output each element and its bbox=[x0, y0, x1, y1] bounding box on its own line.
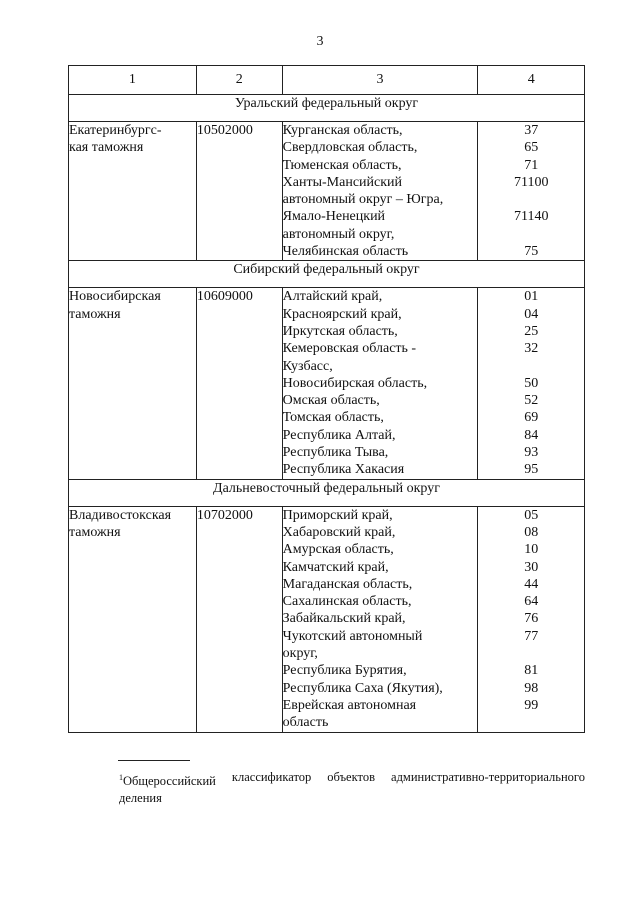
subjects-line: автономный округ, bbox=[282, 226, 395, 242]
subjects-line: Томская область, bbox=[282, 410, 384, 426]
subjects-line: Амурская область, bbox=[282, 542, 394, 558]
subjects-line: Республика Бурятия, bbox=[282, 663, 407, 679]
subjects-line: область bbox=[282, 715, 329, 731]
okato-line: 75 bbox=[524, 244, 539, 260]
district-row bbox=[69, 479, 585, 506]
customs-line: таможня bbox=[69, 524, 121, 540]
customs-line: Новосибирская bbox=[69, 289, 161, 305]
okato-codes bbox=[478, 506, 585, 732]
okato-line: 08 bbox=[524, 524, 539, 540]
customs-line: Екатеринбургс- bbox=[69, 123, 162, 138]
okato-line: 65 bbox=[524, 140, 539, 156]
okato-line: 64 bbox=[524, 594, 539, 610]
footnote bbox=[119, 769, 585, 807]
footnote-word: классификатор bbox=[231, 770, 312, 784]
okato-line: 93 bbox=[524, 445, 539, 461]
federal-subjects bbox=[282, 122, 478, 261]
customs-code: 10702000 bbox=[196, 506, 282, 732]
table-body bbox=[69, 95, 585, 733]
district-row bbox=[69, 95, 585, 122]
header-col-3: 3 bbox=[282, 66, 478, 95]
subjects-line: Свердловская область, bbox=[282, 140, 418, 156]
subjects-line: Ханты-Мансийский bbox=[282, 174, 403, 190]
okato-codes bbox=[478, 288, 585, 479]
header-col-1: 1 bbox=[69, 66, 197, 95]
okato-line: 98 bbox=[524, 680, 539, 696]
footnote-marker: 1 bbox=[119, 773, 123, 782]
okato-line: 44 bbox=[524, 576, 539, 592]
okato-line: 10 bbox=[524, 542, 539, 558]
subjects-line: автономный округ – Югра, bbox=[282, 192, 444, 208]
okato-line: 25 bbox=[524, 323, 539, 339]
subjects-line: Кузбасс, bbox=[282, 358, 333, 374]
footnote-word: объектов bbox=[327, 770, 375, 784]
customs-code: 10502000 bbox=[196, 122, 282, 261]
subjects-line: Приморский край, bbox=[282, 507, 393, 523]
subjects-line: Сахалинская область, bbox=[282, 594, 412, 610]
customs-office bbox=[69, 122, 197, 261]
customs-line: Владивостокская bbox=[69, 507, 172, 523]
okato-line: 76 bbox=[524, 611, 539, 627]
subjects-line: Омская область, bbox=[282, 393, 380, 409]
federal-subjects bbox=[282, 288, 478, 479]
okato-line: 71100 bbox=[513, 174, 549, 190]
okato-line: 71140 bbox=[513, 209, 549, 225]
customs-code: 10609000 bbox=[196, 288, 282, 479]
subjects-line: Республика Саха (Якутия), bbox=[282, 680, 443, 696]
header-row bbox=[69, 66, 585, 95]
okato-line bbox=[478, 358, 584, 375]
subjects-line: Республика Хакасия bbox=[282, 462, 405, 478]
subjects-line: Республика Алтай, bbox=[282, 427, 396, 443]
subjects-line: Ямало-Ненецкий bbox=[282, 209, 386, 225]
okato-line: 69 bbox=[524, 410, 539, 426]
okato-line bbox=[478, 714, 584, 731]
footnote-word: $^1$Общероссийский bbox=[119, 773, 216, 789]
customs-table bbox=[68, 65, 585, 733]
district-heading: Дальневосточный федеральный округ bbox=[69, 479, 585, 506]
okato-line: 05 bbox=[524, 507, 539, 523]
okato-line: 37 bbox=[524, 123, 539, 138]
subjects-line: Новосибирская область, bbox=[282, 375, 428, 391]
subjects-line: Хабаровский край, bbox=[282, 524, 396, 540]
okato-line bbox=[478, 645, 584, 662]
subjects-line: Камчатский край, bbox=[282, 559, 389, 575]
federal-subjects bbox=[282, 506, 478, 732]
customs-line: кая таможня bbox=[69, 140, 144, 156]
page-number: 3 bbox=[316, 34, 324, 49]
okato-line: 81 bbox=[524, 663, 539, 679]
customs-row bbox=[69, 122, 585, 261]
customs-line: таможня bbox=[69, 306, 121, 322]
okato-line: 77 bbox=[524, 628, 539, 644]
okato-line bbox=[478, 226, 584, 243]
okato-line: 50 bbox=[524, 375, 539, 391]
footnote-divider bbox=[118, 760, 190, 761]
district-row bbox=[69, 261, 585, 288]
subjects-line: Еврейская автономная bbox=[282, 697, 417, 713]
okato-line: 01 bbox=[524, 289, 539, 305]
customs-row bbox=[69, 506, 585, 732]
header-col-4: 4 bbox=[478, 66, 585, 95]
okato-line: 84 bbox=[524, 427, 539, 443]
subjects-line: Кемеровская область - bbox=[282, 341, 417, 357]
district-heading: Сибирский федеральный округ bbox=[69, 261, 585, 288]
customs-office bbox=[69, 506, 197, 732]
okato-line: 99 bbox=[524, 697, 539, 713]
okato-line: 30 bbox=[524, 559, 539, 575]
subjects-line: Красноярский край, bbox=[282, 306, 402, 322]
subjects-line: Алтайский край, bbox=[282, 289, 383, 305]
subjects-line: Чукотский автономный bbox=[282, 628, 423, 644]
subjects-line: Забайкальский край, bbox=[282, 611, 406, 627]
customs-office bbox=[69, 288, 197, 479]
okato-line: 95 bbox=[524, 462, 539, 478]
footnote-word: административно-территориального bbox=[391, 770, 585, 784]
district-heading: Уральский федеральный округ bbox=[69, 95, 585, 122]
okato-codes bbox=[478, 122, 585, 261]
okato-line: 52 bbox=[524, 393, 539, 409]
subjects-line: Иркутская область, bbox=[282, 323, 398, 339]
customs-row bbox=[69, 288, 585, 479]
okato-line bbox=[478, 191, 584, 208]
okato-line: 71 bbox=[524, 157, 539, 173]
subjects-line: Курганская область, bbox=[282, 123, 403, 138]
header-col-2: 2 bbox=[196, 66, 282, 95]
footnote-line-2: деления bbox=[119, 791, 162, 806]
subjects-line: Магаданская область, bbox=[282, 576, 413, 592]
footnote-line-1 bbox=[119, 769, 585, 790]
subjects-line: Республика Тыва, bbox=[282, 445, 389, 461]
subjects-line: Тюменская область, bbox=[282, 157, 402, 173]
subjects-line: Челябинская область bbox=[282, 244, 409, 260]
okato-line: 32 bbox=[524, 341, 539, 357]
okato-line: 04 bbox=[524, 306, 539, 322]
subjects-line: округ, bbox=[282, 646, 318, 662]
